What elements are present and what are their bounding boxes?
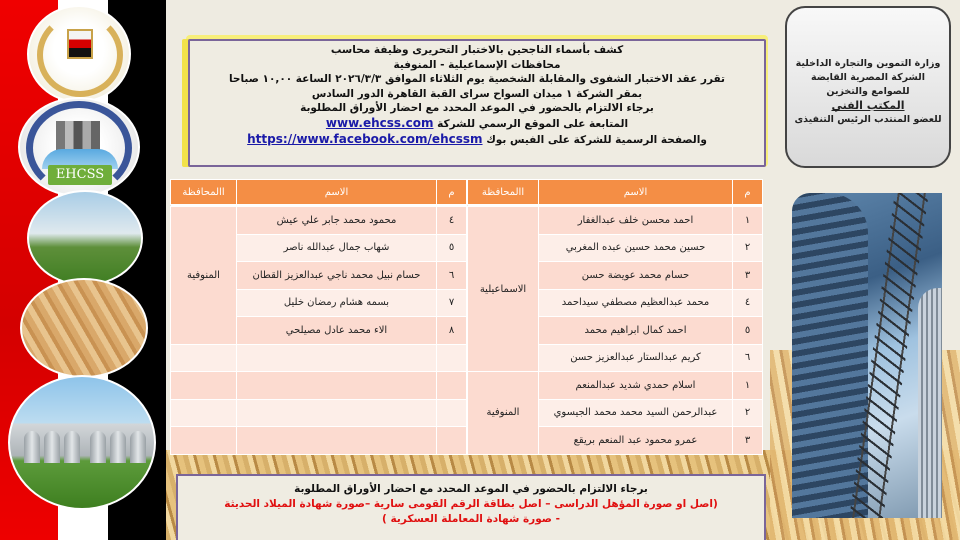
row-number: ٥ <box>437 234 467 262</box>
header-governorate: االمحافظة <box>171 180 237 205</box>
required-documents-line2: - صورة شهادة المعاملة العسكرية ) <box>382 513 560 525</box>
governorate-cell: المنوفية <box>468 372 539 455</box>
company-name: الشركة المصرية القابضة <box>810 72 925 83</box>
header-name: الاسم <box>539 180 733 205</box>
row-name: عبدالرحمن السيد محمد محمد الجيسوي <box>539 399 733 427</box>
facebook-link[interactable]: https://www.facebook.com/ehcssm <box>247 131 483 146</box>
company-name-2: للصوامع والتخزين <box>826 86 910 97</box>
row-name: كريم عبدالستار عبدالعزيز حسن <box>539 344 733 372</box>
header-number: م <box>437 180 467 205</box>
table-row <box>468 372 763 400</box>
ceo-office: للعضو المنتدب الرئيس التنفيذى <box>794 114 942 125</box>
notice-website-line <box>190 116 764 132</box>
row-name: حسام نبيل محمد ناجي عبدالعزيز القطان <box>237 262 437 290</box>
candidates-table-right <box>467 179 763 455</box>
row-name: شهاب جمال عبدالله ناصر <box>237 234 437 262</box>
header-governorate: االمحافظة <box>468 180 539 205</box>
row-name: احمد كمال ابراهيم محمد <box>539 317 733 345</box>
row-name: محمود محمد جابر علي عيش <box>237 207 437 235</box>
table-row-empty <box>171 372 467 400</box>
notice-title: كشف بأسماء الناجحين بالاختبار التحريرى وظيفة محاسب <box>330 44 624 56</box>
row-number: ٢ <box>733 399 763 427</box>
website-prefix: المتابعة على الموقع الرسمي للشركة <box>437 117 629 130</box>
row-name: احمد محسن خلف عبدالغفار <box>539 207 733 235</box>
silo-wall-icon <box>918 288 942 518</box>
row-number: ٨ <box>437 317 467 345</box>
silo-icon <box>90 431 106 463</box>
row-name: الاء محمد عادل مصيلحي <box>237 317 437 345</box>
silo-tower-photo <box>792 193 942 518</box>
ministry-name: وزارة التموين والتجارة الداخلية <box>795 58 941 69</box>
governorate-cell: المنوفية <box>171 207 237 345</box>
row-number: ٣ <box>733 427 763 455</box>
row-number: ٢ <box>733 234 763 262</box>
notice-location: بمقر الشركة ١ ميدان السواح سراى القبة القاهرة الدور السادس <box>311 87 643 100</box>
required-documents-box <box>176 474 766 540</box>
ehcss-company-logo <box>18 97 140 197</box>
governorate-cell: الاسماعيلية <box>468 207 539 372</box>
notice-governorates: محافظات الإسماعيلية - المنوفية <box>393 58 561 71</box>
table-row-empty <box>171 344 467 372</box>
ehcss-logo-text: EHCSS <box>48 165 112 185</box>
required-documents-line1: (اصل او صورة المؤهل الدراسى – اصل بطاقة الرقم القومى سارية –صورة شهادة الميلاد الحديثة <box>224 498 718 510</box>
ministry-seal-logo <box>27 5 131 103</box>
silo-icon <box>130 431 146 463</box>
announcement-box <box>188 39 766 167</box>
eagle-shield-icon <box>67 29 93 59</box>
row-number: ٤ <box>437 207 467 235</box>
row-number: ٣ <box>733 262 763 290</box>
row-number: ١ <box>733 207 763 235</box>
candidates-table-left <box>170 179 467 455</box>
website-link[interactable]: www.ehcss.com <box>325 115 434 130</box>
notice-attendance: برجاء الالتزام بالحضور في الموعد المحدد مع احضار الأوراق المطلوبة <box>300 102 654 115</box>
table-row <box>468 207 763 235</box>
row-number: ٥ <box>733 317 763 345</box>
row-number: ٦ <box>437 262 467 290</box>
silo-icon <box>110 431 126 463</box>
table-row-empty <box>171 399 467 427</box>
notice-interview-date: تقرر عقد الاختبار الشفوى والمقابلة الشخصية يوم الثلاثاء الموافق ٢٠٢٦/٣/٣ الساعة ١٠,٠٠ صباحا <box>228 73 725 86</box>
row-number: ١ <box>733 372 763 400</box>
wheat-grain-photo <box>20 278 148 378</box>
row-number: ٧ <box>437 289 467 317</box>
silo-icon <box>44 431 60 463</box>
silo-icon <box>64 431 80 463</box>
row-name: بسمه هشام رمضان خليل <box>237 289 437 317</box>
row-name: اسلام حمدي شديد عبدالمنعم <box>539 372 733 400</box>
row-number: ٦ <box>733 344 763 372</box>
table-row <box>171 207 467 235</box>
table-row-empty <box>171 427 467 455</box>
header-name: الاسم <box>237 180 437 205</box>
silo-complex-photo <box>8 375 156 510</box>
row-name: محمد عبدالعظيم مصطفي سيداحمد <box>539 289 733 317</box>
attendance-reminder: برجاء الالتزام بالحضور في الموعد المحدد مع احضار الأوراق المطلوبة <box>294 483 648 495</box>
row-name: حسين محمد حسين عبده المغربي <box>539 234 733 262</box>
irrigation-field-photo <box>27 190 143 286</box>
egypt-flag-strip <box>0 0 166 540</box>
row-name: حسام محمد عويضة حسن <box>539 262 733 290</box>
notice-facebook-line <box>190 132 764 148</box>
silo-icon <box>24 431 40 463</box>
row-number: ٤ <box>733 289 763 317</box>
row-name: عمرو محمود عبد المنعم بريقع <box>539 427 733 455</box>
ministry-header-box <box>785 6 951 168</box>
technical-office: المكتب الفني <box>831 99 905 112</box>
header-number: م <box>733 180 763 205</box>
facebook-prefix: والصفحة الرسمية للشركة على الفيس بوك <box>486 133 707 146</box>
